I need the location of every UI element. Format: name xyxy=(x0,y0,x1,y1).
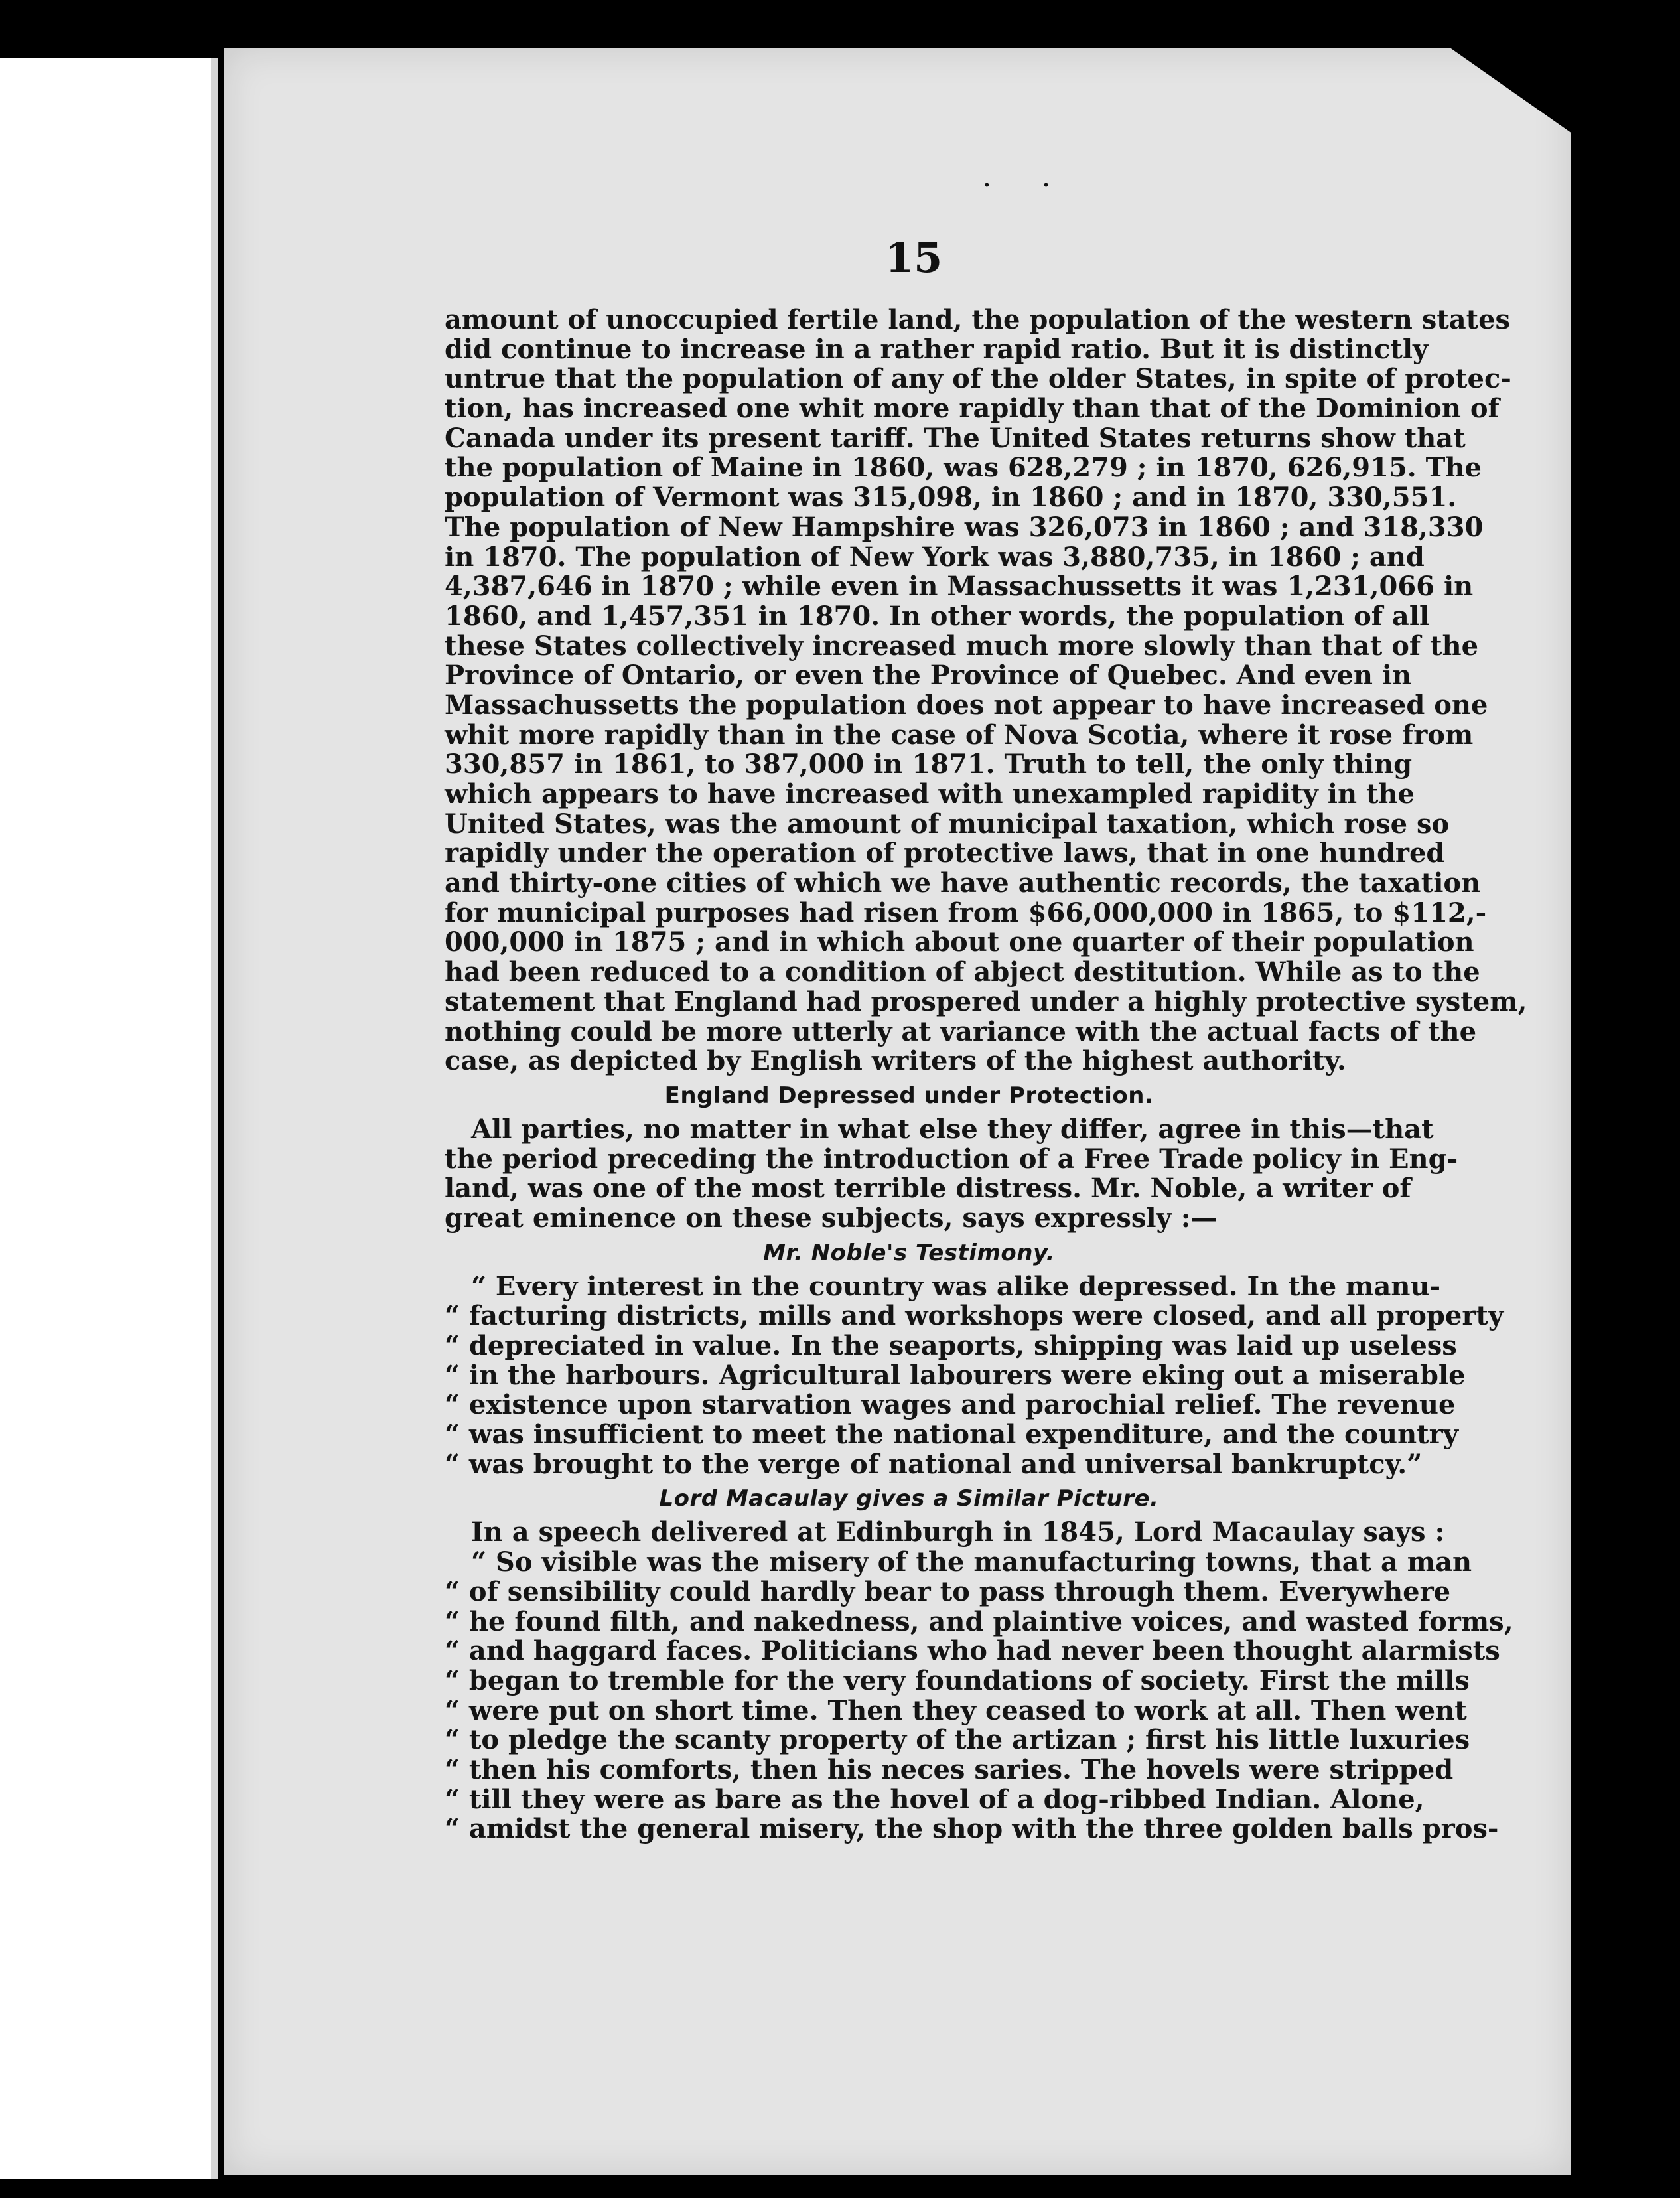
text-line: “ depreciated in value. In the seaports, shipping was laid up useless xyxy=(445,1330,1457,1361)
body-text xyxy=(445,304,1527,1845)
text-line: “ till they were as bare as the hovel of a dog-ribbed Indian. Alone, xyxy=(445,1783,1425,1815)
text-line: Province of Ontario, or even the Province of Quebec. And even in xyxy=(445,660,1412,692)
text-line: population of Vermont was 315,098, in 1860 ; and in 1870, 330,551. xyxy=(445,482,1457,514)
text-line: and thirty-one cities of which we have authentic records, the taxation xyxy=(445,867,1481,899)
text-line: “ was brought to the verge of national and universal bankruptcy.” xyxy=(445,1448,1423,1480)
text-line: did continue to increase in a rather rapid ratio. But it is distinctly xyxy=(445,333,1429,365)
text-line: “ was insufficient to meet the national expenditure, and the country xyxy=(445,1419,1458,1451)
text-line: “ Every interest in the country was alike depressed. In the manu- xyxy=(471,1270,1441,1302)
text-line: statement that England had prospered under a highly protective system, xyxy=(445,986,1527,1017)
text-line: “ of sensibility could hardly bear to pass through them. Everywhere xyxy=(445,1575,1451,1607)
text-line: whit more rapidly than in the case of Nova Scotia, where it rose from xyxy=(445,719,1474,751)
text-line: the period preceding the introduction of a Free Trade policy in Eng- xyxy=(445,1143,1458,1175)
text-line: “ and haggard faces. Politicians who had never been thought alarmists xyxy=(445,1635,1500,1667)
text-line: “ facturing districts, mills and workshops were closed, and all property xyxy=(445,1300,1504,1332)
text-line: 000,000 in 1875 ; and in which about one quarter of their population xyxy=(445,926,1474,958)
quote-noble xyxy=(445,1270,1504,1480)
text-line: Canada under its present tariff. The United States returns show that xyxy=(445,422,1466,454)
text-line: 4,387,646 in 1870 ; while even in Massachussetts it was 1,231,066 in xyxy=(445,571,1474,603)
quote-macaulay xyxy=(445,1516,1513,1845)
section-heading-england: England Depressed under Protection. xyxy=(664,1082,1154,1109)
text-line: “ existence upon starvation wages and parochial relief. The revenue xyxy=(445,1389,1456,1421)
text-line: “ to pledge the scanty property of the artizan ; first his little luxuries xyxy=(445,1724,1470,1756)
text-line: “ he found filth, and nakedness, and plaintive voices, and wasted forms, xyxy=(445,1605,1513,1637)
section-heading-macaulay: Lord Macaulay gives a Similar Picture. xyxy=(659,1485,1159,1512)
text-line: “ So visible was the misery of the manufacturing towns, that a man xyxy=(471,1546,1472,1578)
text-line: the population of Maine in 1860, was 628,279 ; in 1870, 626,915. The xyxy=(445,452,1482,484)
text-line: for municipal purposes had risen from $66,000,000 in 1865, to $112,- xyxy=(445,897,1487,928)
text-line: United States, was the amount of municipal taxation, which rose so xyxy=(445,808,1450,840)
text-line: “ then his comforts, then his neces saries. The hovels were stripped xyxy=(445,1753,1454,1785)
paragraph-england xyxy=(445,1113,1458,1234)
text-line: these States collectively increased much more slowly than that of the xyxy=(445,630,1479,662)
text-line: land, was one of the most terrible distress. Mr. Noble, a writer of xyxy=(445,1173,1411,1205)
text-line: case, as depicted by English writers of the highest authority. xyxy=(445,1045,1346,1077)
text-line: “ were put on short time. Then they ceased to work at all. Then went xyxy=(445,1694,1467,1726)
page-gutter xyxy=(211,58,218,2179)
text-line: in 1870. The population of New York was 3,880,735, in 1860 ; and xyxy=(445,541,1425,573)
text-line: “ in the harbours. Agricultural labourers were eking out a miserable xyxy=(445,1359,1466,1391)
text-line: rapidly under the operation of protective laws, that in one hundred xyxy=(445,838,1445,869)
text-line: nothing could be more utterly at variance with the actual facts of the xyxy=(445,1015,1477,1047)
section-heading-noble: Mr. Noble's Testimony. xyxy=(763,1239,1055,1266)
text-line: which appears to have increased with unexampled rapidity in the xyxy=(445,778,1415,810)
text-line: 330,857 in 1861, to 387,000 in 1871. Truth to tell, the only thing xyxy=(445,749,1413,780)
text-line: “ amidst the general misery, the shop with the three golden balls pros- xyxy=(445,1813,1499,1845)
text-line: The population of New Hampshire was 326,073 in 1860 ; and 318,330 xyxy=(445,511,1484,543)
text-line: great eminence on these subjects, says expressly :— xyxy=(445,1202,1218,1234)
text-line: 1860, and 1,457,351 in 1870. In other words, the population of all xyxy=(445,600,1430,632)
text-line: Massachussetts the population does not appear to have increased one xyxy=(445,689,1488,721)
text-line: untrue that the population of any of the older States, in spite of protec- xyxy=(445,363,1511,395)
text-line: All parties, no matter in what else they differ, agree in this—that xyxy=(471,1113,1434,1145)
text-line: amount of unoccupied fertile land, the population of the western states xyxy=(445,304,1511,335)
left-page-edge xyxy=(0,58,216,2179)
paragraph-population xyxy=(445,304,1527,1077)
text-line: had been reduced to a condition of abject destitution. While as to the xyxy=(445,956,1480,988)
text-line: tion, has increased one whit more rapidly than that of the Dominion of xyxy=(445,393,1500,425)
page-number: 15 xyxy=(885,234,943,282)
text-line: “ began to tremble for the very foundations of society. First the mills xyxy=(445,1664,1470,1696)
text-line: In a speech delivered at Edinburgh in 1845, Lord Macaulay says : xyxy=(471,1516,1445,1548)
page-marks: . . xyxy=(982,158,1071,194)
